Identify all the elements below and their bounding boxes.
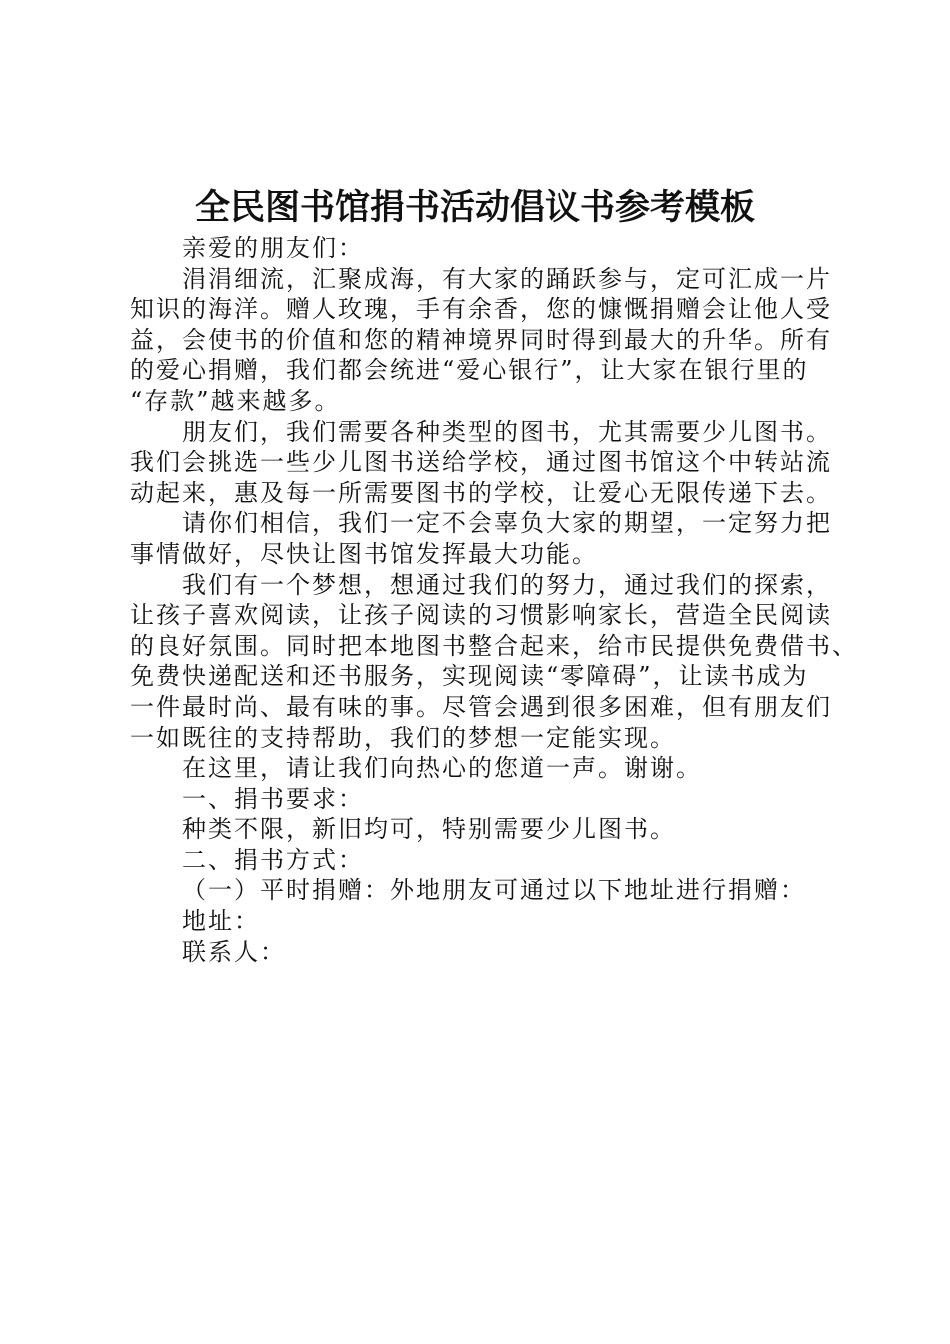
paragraph-line: 让孩子喜欢阅读，让孩子阅读的习惯影响家长，营造全民阅读 bbox=[130, 601, 832, 630]
section-2-item-1: （一）平时捐赠：外地朋友可通过以下地址进行捐赠： bbox=[182, 876, 806, 905]
paragraph-line: 一件最时尚、最有味的事。尽管会遇到很多困难，但有朋友们 bbox=[130, 692, 832, 721]
paragraph-line: “存款”越来越多。 bbox=[130, 386, 341, 415]
paragraph-line: 的良好氛围。同时把本地图书整合起来，给市民提供免费借书、 bbox=[130, 631, 858, 660]
paragraph-line: 一如既往的支持帮助，我们的梦想一定能实现。 bbox=[130, 723, 676, 752]
address-label: 地址： bbox=[182, 907, 260, 936]
document-title: 全民图书馆捐书活动倡议书参考模板 bbox=[194, 188, 755, 228]
paragraph-1 bbox=[130, 264, 830, 417]
paragraph-2 bbox=[130, 417, 830, 509]
paragraph-line: 涓涓细流，汇聚成海，有大家的踊跃参与，定可汇成一片 bbox=[182, 264, 832, 293]
paragraph-5: 在这里，请让我们向热心的您道一声。谢谢。 bbox=[182, 754, 702, 783]
paragraph-line: 益，会使书的价值和您的精神境界同时得到最大的升华。所有 bbox=[130, 325, 832, 354]
paragraph-line: 的爱心捐赠，我们都会统进“爱心银行”，让大家在银行里的 bbox=[130, 356, 809, 385]
greeting: 亲爱的朋友们： bbox=[182, 234, 364, 262]
paragraph-4 bbox=[130, 570, 858, 754]
paragraph-line: 我们会挑选一些少儿图书送给学校，通过图书馆这个中转站流 bbox=[130, 448, 832, 477]
section-1-text: 种类不限，新旧均可，特别需要少儿图书。 bbox=[182, 815, 676, 844]
paragraph-line: 知识的海洋。赠人玫瑰，手有余香，您的慷慨捐赠会让他人受 bbox=[130, 295, 832, 324]
document-body bbox=[130, 233, 858, 967]
paragraph-line: 朋友们，我们需要各种类型的图书，尤其需要少儿图书。 bbox=[182, 417, 832, 446]
paragraph-line: 免费快递配送和还书服务，实现阅读“零障碍”，让读书成为 bbox=[130, 662, 809, 691]
paragraph-line: 请你们相信，我们一定不会辜负大家的期望，一定努力把 bbox=[182, 509, 832, 538]
contact-label: 联系人： bbox=[182, 937, 286, 966]
paragraph-line: 事情做好，尽快让图书馆发挥最大功能。 bbox=[130, 539, 598, 568]
paragraph-line: 动起来，惠及每一所需要图书的学校，让爱心无限传递下去。 bbox=[130, 478, 832, 507]
paragraph-line: 我们有一个梦想，想通过我们的努力，通过我们的探索， bbox=[182, 570, 832, 599]
section-2-heading: 二、捐书方式： bbox=[182, 845, 364, 874]
paragraph-3 bbox=[130, 508, 830, 569]
section-1-heading: 一、捐书要求： bbox=[182, 784, 364, 813]
